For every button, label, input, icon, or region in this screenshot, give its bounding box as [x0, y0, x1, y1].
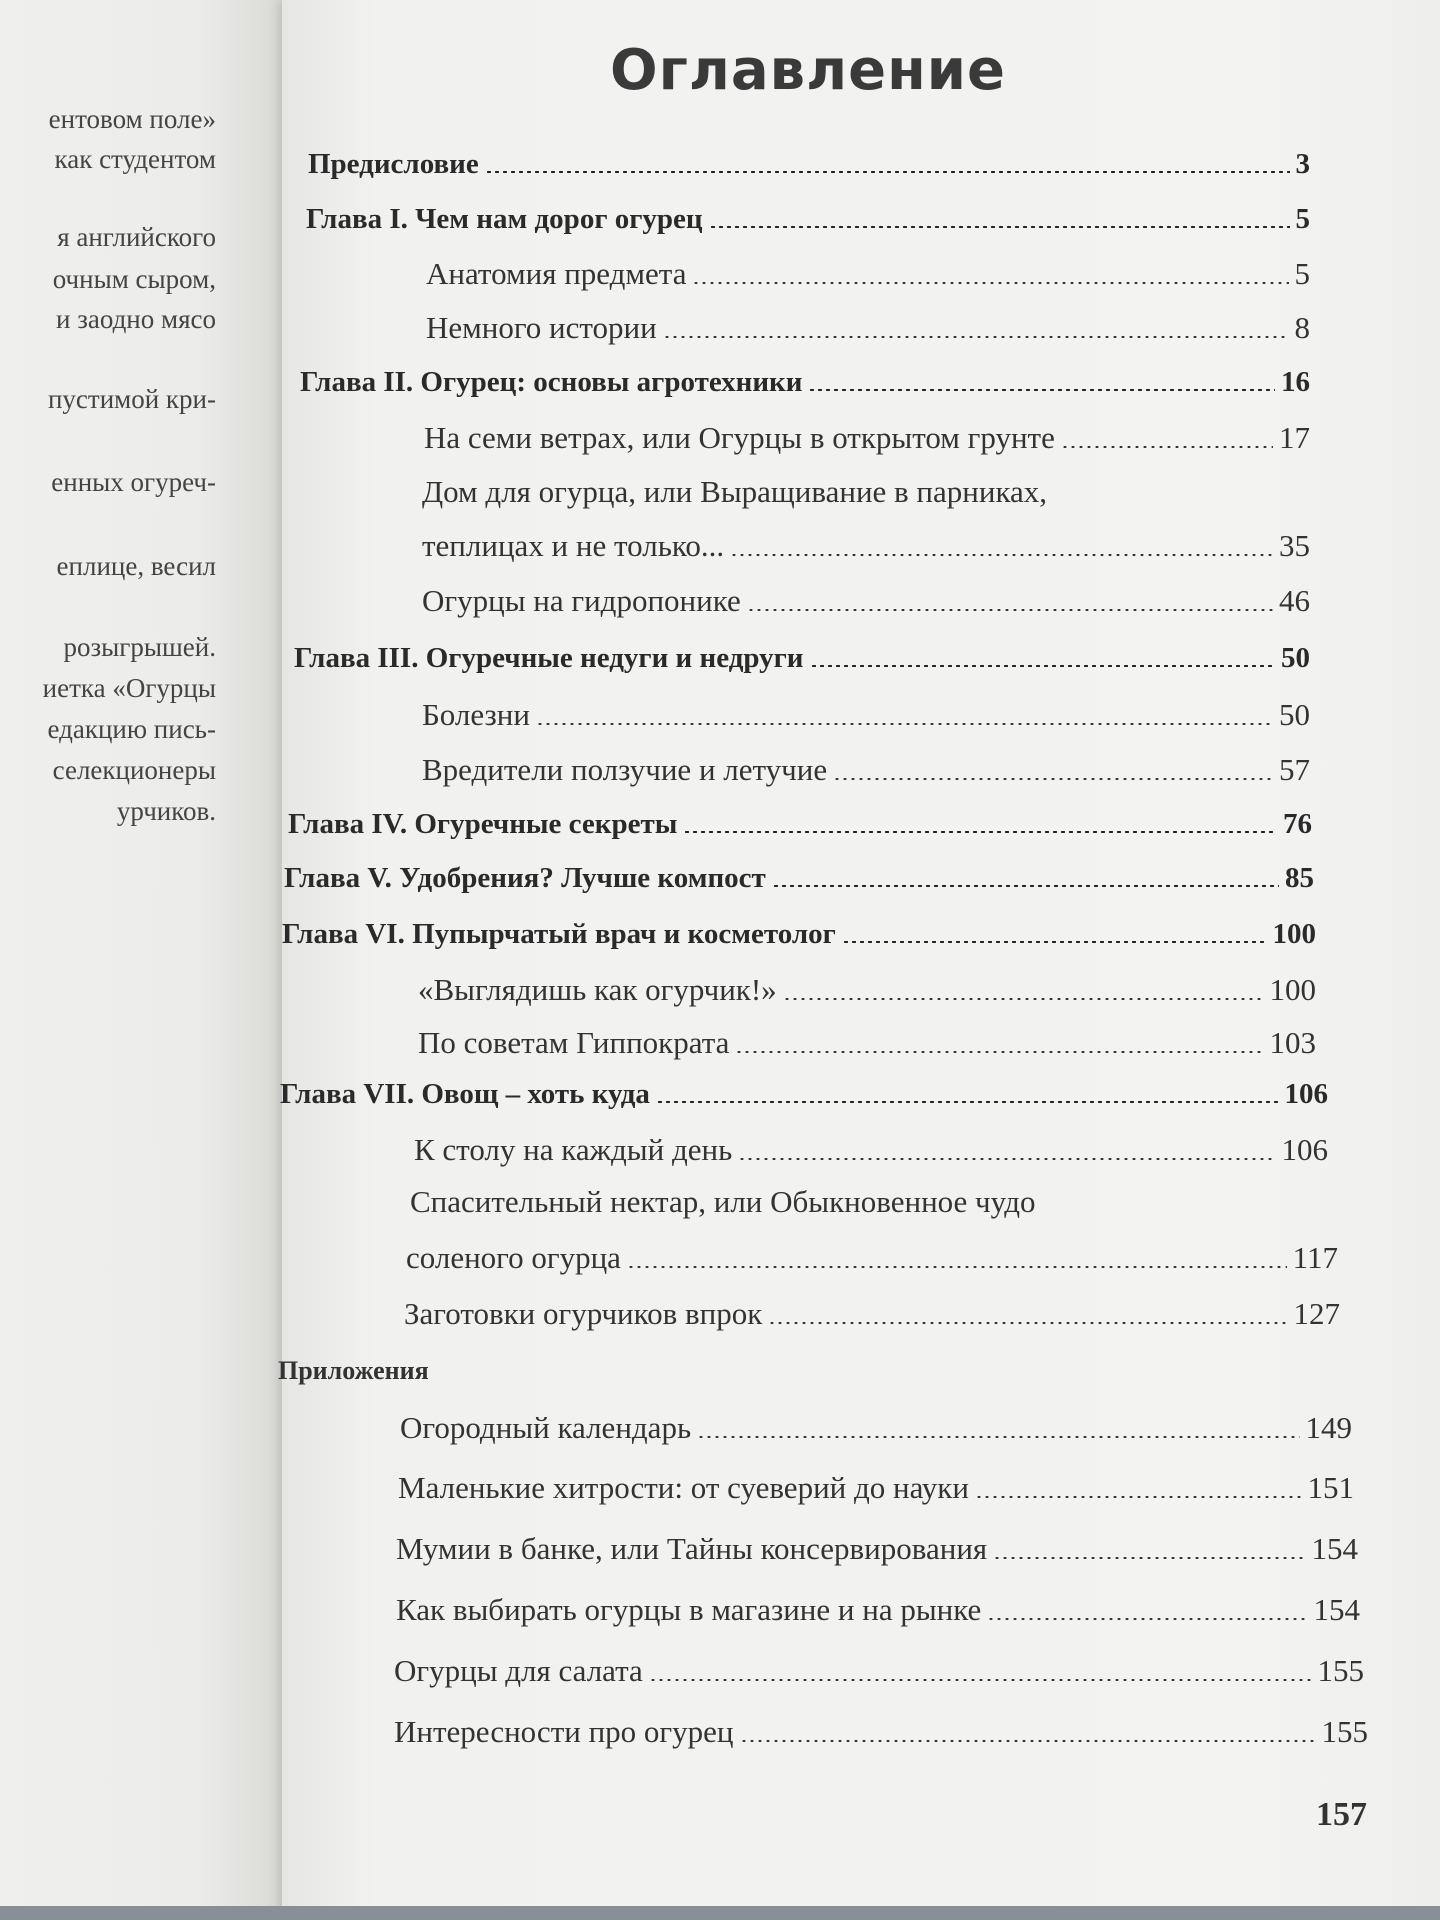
toc-leader: [536, 723, 1273, 725]
toc-entry-subsection: [406, 1240, 1338, 1276]
toc-entry-chapter-1: [306, 203, 1310, 236]
toc-entry-title: Мумии в банке, или Тайны консервирования: [396, 1531, 988, 1566]
toc-entry-appendix: [394, 1714, 1368, 1750]
toc-entry-subsection: [418, 972, 1316, 1008]
toc-entry-chapter-7: [280, 1078, 1328, 1111]
toc-entry-appendix: [396, 1531, 1358, 1567]
toc-page-number: 46: [1279, 583, 1310, 618]
toc-entry-subsection: [422, 528, 1310, 564]
toc-entry-subsection: [424, 420, 1310, 456]
toc-entry-chapter-3: [294, 642, 1310, 675]
toc-entry-title: По советам Гиппократа: [418, 1025, 730, 1060]
toc-page-number: 106: [1281, 1132, 1328, 1167]
toc-leader: [975, 1496, 1302, 1498]
toc-leader: [683, 831, 1277, 833]
facing-page-line: и заодно мясо: [56, 304, 216, 334]
toc-page-number: 5: [1295, 203, 1310, 235]
toc-entry-title: Огурцы для салата: [394, 1653, 643, 1688]
toc-leader: [740, 1740, 1316, 1742]
facing-page-line: иетка «Огурцы: [42, 673, 216, 703]
facing-page-line: еплице, весил: [56, 551, 216, 581]
toc-entry-appendix: [398, 1470, 1354, 1506]
toc-entry-subsection: [404, 1296, 1340, 1332]
toc-leader: [697, 1436, 1299, 1438]
toc-entry-title: Немного истории: [426, 310, 657, 345]
toc-entry-title: соленого огурца: [406, 1240, 621, 1275]
appendix-heading: Приложения: [278, 1356, 429, 1385]
toc-leader: [485, 171, 1290, 173]
facing-page-line: очным сыром,: [52, 264, 216, 294]
toc-entry-subsection-line: Спасительный нектар, или Обыкновенное чудо: [410, 1184, 1036, 1219]
toc-entry-title: «Выглядишь как огурчик!»: [418, 972, 777, 1007]
facing-page-line: селекционеры: [52, 755, 216, 785]
toc-entry-subsection: [422, 697, 1310, 733]
toc-entry-title: К столу на каждый день: [414, 1132, 733, 1167]
facing-page-line: как студентом: [54, 144, 216, 174]
toc-leader: [808, 389, 1275, 391]
toc-entry-title: Огородный календарь: [400, 1410, 692, 1445]
toc-entry-chapter-2: [300, 366, 1310, 399]
toc-entry-subsection: [426, 310, 1310, 346]
toc-entry-title: теплицах и не только...: [422, 528, 725, 563]
toc-leader: [747, 609, 1273, 611]
facing-page-line: урчиков.: [116, 796, 216, 826]
toc-leader: [833, 778, 1273, 780]
toc-entry-title: Как выбирать огурцы в магазине и на рынке: [396, 1592, 982, 1627]
toc-page-number: 8: [1294, 310, 1310, 345]
toc-leader: [656, 1101, 1279, 1103]
toc-entry-subsection: [422, 583, 1310, 619]
toc-entry-appendix: [394, 1653, 1364, 1689]
toc-page-number: 151: [1307, 1470, 1354, 1505]
surface-edge: [0, 1906, 1440, 1920]
toc-entry-title: Интересности про огурец: [394, 1714, 734, 1749]
toc-entry-title: Анатомия предмета: [426, 256, 687, 291]
toc-entry-title: На семи ветрах, или Огурцы в открытом грунте: [424, 420, 1055, 455]
toc-leader: [783, 998, 1264, 1000]
toc-entry-chapter-5: [284, 862, 1314, 895]
toc-page-number: 154: [1311, 1531, 1358, 1566]
toc-page-number: 50: [1279, 697, 1310, 732]
toc-entry-preface: [308, 148, 1310, 181]
toc-entry-title: Заготовки огурчиков впрок: [404, 1296, 763, 1331]
toc-leader: [692, 282, 1288, 284]
toc-leader: [709, 226, 1290, 228]
page-number: 157: [1316, 1796, 1367, 1833]
facing-page-line: пустимой кри-: [47, 384, 216, 414]
toc-entry-title: Болезни: [422, 697, 530, 732]
toc-entry-title: Маленькие хитрости: от суеверий до науки: [398, 1470, 969, 1505]
toc-page-number: 117: [1292, 1240, 1338, 1275]
toc-entry-subsection: [418, 1025, 1316, 1061]
toc-page-number: 103: [1269, 1025, 1316, 1060]
toc-page-number: 155: [1317, 1653, 1364, 1688]
toc-entry-subsection: [414, 1132, 1328, 1168]
toc-entry-subsection: [422, 752, 1310, 788]
toc-entry-appendix: [396, 1592, 1360, 1628]
toc-entry-chapter-6: [282, 918, 1316, 951]
toc-entry-title: Огурцы на гидропонике: [422, 583, 741, 618]
toc-page-number: 57: [1279, 752, 1310, 787]
toc-entry-title: Предисловие: [308, 148, 479, 180]
toc-page-number: 17: [1279, 420, 1310, 455]
toc-leader: [738, 1158, 1275, 1160]
toc-leader: [627, 1266, 1287, 1268]
toc-leader: [1061, 446, 1273, 448]
facing-page-line: едакцию пись-: [47, 714, 216, 744]
toc-entry-title: Глава IV. Огуречные секреты: [288, 808, 678, 840]
toc-leader: [987, 1618, 1307, 1620]
toc-page-number: 100: [1272, 918, 1316, 950]
facing-page-line: я английского: [57, 222, 216, 252]
toc-entry-subsection: [426, 256, 1310, 292]
toc-leader: [649, 1679, 1312, 1681]
facing-page-line: енных огуреч-: [51, 467, 216, 497]
toc-entry-title: Глава VII. Овощ – хоть куда: [280, 1078, 650, 1110]
facing-page-line: ентовом поле»: [48, 104, 216, 134]
toc-leader: [810, 665, 1276, 667]
toc-leader: [772, 885, 1279, 887]
toc-leader: [730, 554, 1273, 556]
facing-page: [0, 0, 282, 1920]
toc-entry-title: Глава I. Чем нам дорог огурец: [306, 203, 703, 235]
toc-page-number: 50: [1281, 642, 1310, 674]
toc-page-number: 35: [1279, 528, 1310, 563]
toc-page-number: 155: [1321, 1714, 1368, 1749]
toc-page-number: 16: [1281, 366, 1310, 398]
toc-entry-title: Глава VI. Пупырчатый врач и косметолог: [282, 918, 836, 950]
toc-entry-chapter-4: [288, 808, 1312, 841]
toc-entry-appendix: [400, 1410, 1352, 1446]
toc-entry-subsection-line: Дом для огурца, или Выращивание в парниках,: [422, 474, 1048, 509]
toc-leader: [993, 1557, 1305, 1559]
toc-page-number: 149: [1305, 1410, 1352, 1445]
toc-leader: [663, 336, 1289, 338]
toc-page-number: 5: [1294, 256, 1310, 291]
toc-leader: [768, 1322, 1287, 1324]
toc-entry-title: Вредители ползучие и летучие: [422, 752, 828, 787]
toc-page-number: 127: [1293, 1296, 1340, 1331]
toc-page-number: 100: [1269, 972, 1316, 1007]
page-title: Оглавление: [610, 38, 1007, 103]
toc-leader: [735, 1051, 1263, 1053]
toc-page-number: 154: [1313, 1592, 1360, 1627]
toc-page-number: 3: [1295, 148, 1310, 180]
facing-page-line: розыгрышей.: [63, 632, 216, 662]
toc-entry-title: Глава V. Удобрения? Лучше компост: [284, 862, 766, 894]
toc-leader: [842, 941, 1267, 943]
toc-page-number: 85: [1285, 862, 1314, 894]
toc-page-number: 76: [1283, 808, 1312, 840]
toc-entry-title: Глава II. Огурец: основы агротехники: [300, 366, 803, 398]
toc-entry-title: Глава III. Огуречные недуги и недруги: [294, 642, 804, 674]
toc-page-number: 106: [1284, 1078, 1328, 1110]
